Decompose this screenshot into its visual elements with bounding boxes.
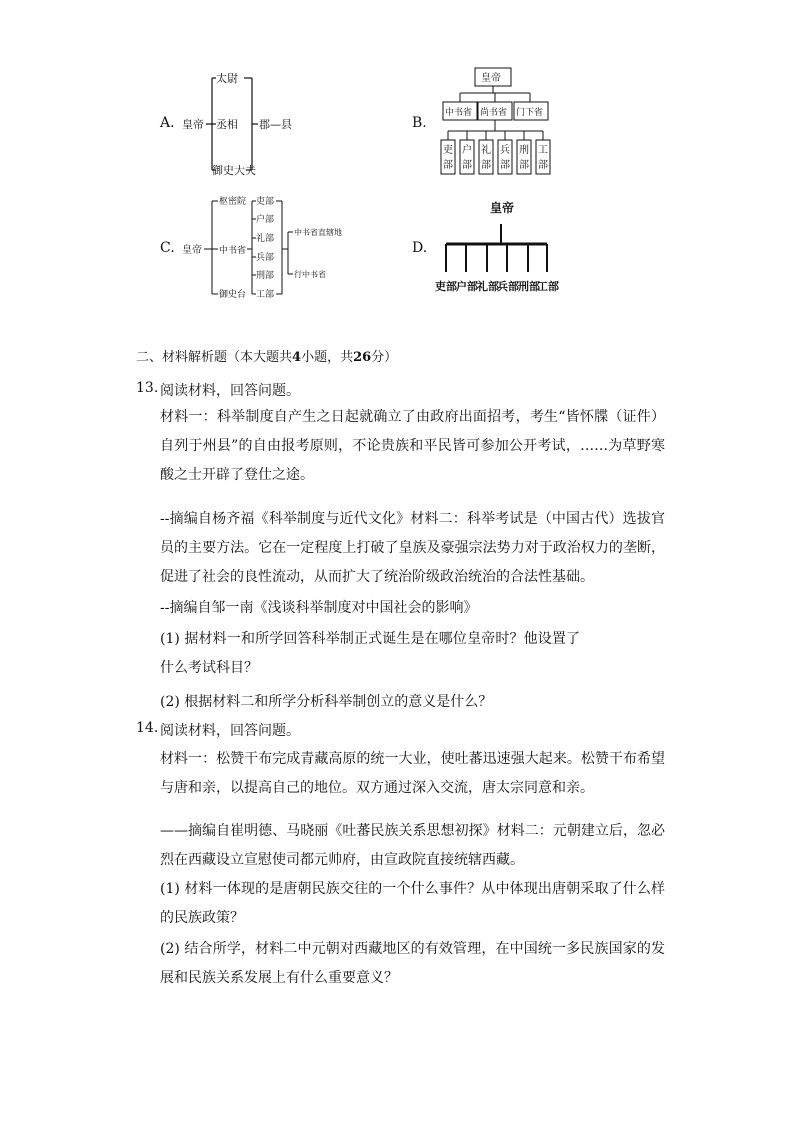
section-title-mid: 小题，共 [301,350,354,365]
option-a-letter: A. [160,115,175,131]
b-ministry-2: 户部 [462,145,472,171]
c-local-1: 中书省直辖地 [294,228,342,237]
c-central-3: 御史台 [219,290,247,300]
d-ministry-4: 兵部 [497,280,519,293]
d-root: 皇帝 [490,201,515,215]
b-ministry-3: 礼部 [481,145,491,171]
b-ministry-1: 吏部 [443,145,453,171]
c-central-1: 枢密院 [219,197,247,207]
q13-material2: --摘编自杨齐福《科举制度与近代文化》材料二：科举考试是（中国古代）选拔官员的主要方法。它在一定程度上打破了皇族及豪强宗法势力对于政治权力的垄断，促进了社会的良性流动，从而扩大了统治阶级政治统治的合法性基础。 [160,511,665,585]
q14-prompt: 阅读材料，回答问题。 [160,723,300,739]
q13-subquestion-2: (2) 根据材料二和所学分析科举制创立的意义是什么？ [160,694,493,710]
c-local-2: 行中书省 [294,270,326,279]
section-score: 26 [353,350,372,365]
a-official-3: 御史大夫 [212,164,256,177]
b-root: 皇帝 [481,73,501,84]
a-root: 皇帝 [182,118,204,131]
option-c-diagram [180,190,350,302]
q14-subquestion-1: (1) 材料一体现的是唐朝民族交往的一个什么事件？从中体现出唐朝采取了什么样的民族政策？ [160,881,665,926]
c-ministry-6: 工部 [256,290,275,300]
q13-subquestion-1: (1) 据材料一和所学回答科举制正式诞生是在哪位皇帝时？他设置了什么考试科目？ [160,631,580,676]
c-central-2: 中书省 [219,246,247,256]
c-root: 皇帝 [182,245,202,256]
a-official-2: 丞相 [216,118,238,131]
q14-subquestion-2: (2) 结合所学，材料二中元朝对西藏地区的有效管理，在中国统一多民族国家的发展和民族关系发展上有什么重要意义？ [160,941,665,986]
d-ministry-1: 吏部 [435,280,457,293]
option-c-letter: C. [160,240,175,256]
q14-number: 14. [136,720,159,736]
d-ministry-3: 礼部 [477,280,499,293]
q14-material2: ——摘编自崔明德、马晓丽《吐蕃民族关系思想初探》材料二：元朝建立后，忽必烈在西藏设立宣慰使司都元帅府，由宣政院直接统辖西藏。 [160,823,665,868]
c-ministry-5: 刑部 [256,271,275,281]
a-local: 郡—县 [259,118,292,131]
option-b-diagram [438,66,558,178]
a-official-1: 太尉 [216,72,238,85]
section-title-text: 二、材料解析题（本大题共 [136,350,293,365]
b-province-2: 尚书省 [480,108,508,118]
option-d-letter: D. [412,240,428,256]
b-province-1: 中书省 [445,108,473,118]
q13-source2: --摘编自邹一南《浅谈科举制度对中国社会的影响》 [160,600,478,616]
d-ministry-6: 工部 [537,280,559,293]
b-ministry-4: 兵部 [500,145,510,171]
option-a-diagram [180,68,300,178]
q13-material1: 材料一：科举制度自产生之日起就确立了由政府出面招考，考生“皆怀牒（证件）自列于州县”的自由报考原则，不论贵族和平民皆可参加公开考试，……为草野寒酸之士开辟了登仕之途。 [160,409,665,483]
b-ministry-6: 工部 [538,145,548,171]
c-ministry-4: 兵部 [256,253,275,263]
d-ministry-5: 刑部 [518,280,540,293]
q14-material1: 材料一：松赞干布完成青藏高原的统一大业，使吐蕃迅速强大起来。松赞干布希望与唐和亲，以提高自己的地位。双方通过深入交流，唐太宗同意和亲。 [160,751,665,796]
section-title [136,346,397,365]
d-ministry-2: 户部 [456,280,478,293]
option-b-letter: B. [412,115,427,131]
section-title-end: 分） [371,350,398,365]
b-province-3: 门下省 [516,108,544,118]
b-ministry-5: 刑部 [519,145,529,171]
c-ministry-1: 吏部 [256,197,275,207]
c-ministry-3: 礼部 [256,234,275,244]
c-ministry-2: 户部 [256,215,275,225]
q13-prompt: 阅读材料，回答问题。 [160,383,300,399]
section-count: 4 [292,350,302,365]
q13-number: 13. [136,380,159,396]
option-d-diagram [432,196,562,302]
